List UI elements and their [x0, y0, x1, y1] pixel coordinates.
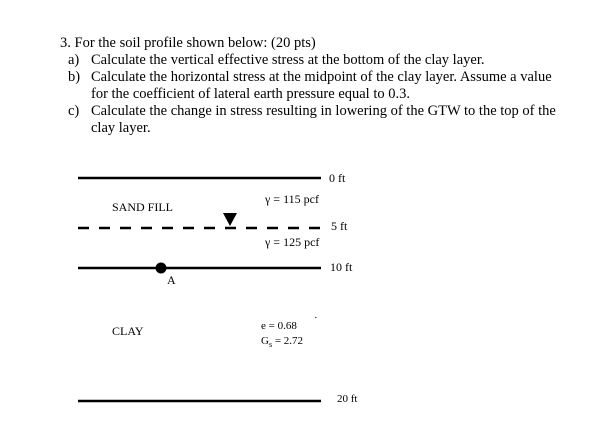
sand-fill-label: SAND FILL	[112, 200, 174, 214]
depth-label-10ft: 10 ft	[330, 260, 353, 274]
part-c-marker: c)	[68, 103, 80, 119]
part-c-line-1: Calculate the change in stress resulting in lowering of the GTW to the top of the	[91, 103, 556, 119]
unit-weight-upper: γ = 115 pcf	[265, 192, 319, 206]
specific-gravity-label	[261, 335, 303, 351]
question-header: 3. For the soil profile shown below: (20 pts)	[60, 35, 316, 51]
water-table-triangle-icon	[223, 213, 237, 226]
gs-subscript: s	[268, 340, 273, 350]
unit-weight-lower: γ = 125 pcf	[265, 235, 320, 249]
gs-symbol: G	[261, 335, 269, 347]
depth-label-0ft: 0 ft	[329, 171, 346, 185]
part-a-marker: a)	[68, 52, 80, 68]
depth-label-5ft: 5 ft	[331, 219, 348, 233]
small-mark: ·	[314, 312, 318, 324]
void-ratio-label: e = 0.68	[261, 320, 297, 332]
point-a-dot	[156, 263, 167, 274]
depth-label-20ft: 20 ft	[337, 393, 358, 405]
part-b-marker: b)	[68, 69, 81, 85]
part-b-line-1: Calculate the horizontal stress at the midpoint of the clay layer. Assume a value	[91, 69, 552, 85]
part-b-line-2: for the coefficient of lateral earth pressure equal to 0.3.	[91, 86, 410, 102]
part-c-line-2: clay layer.	[91, 120, 151, 136]
point-a-label: A	[167, 273, 176, 287]
clay-label: CLAY	[112, 324, 144, 338]
part-a-line-1: Calculate the vertical effective stress at the bottom of the clay layer.	[91, 52, 485, 68]
gs-value: = 2.72	[272, 335, 304, 347]
